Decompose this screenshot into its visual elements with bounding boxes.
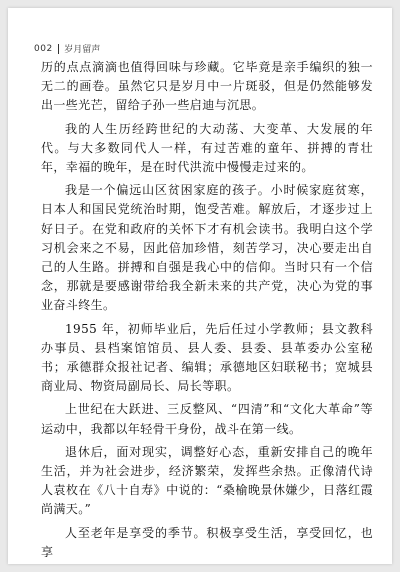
paragraph: 1955 年，初师毕业后，先后任过小学教师；县文教科办事员、县档案馆馆员、县人委、县委、县革委办公室秘书；承德群众报社记者、编辑；承德地区妇联秘书；宽城县商业局、物资局副局长、局长等职。 <box>41 321 373 394</box>
page-number: 002 <box>34 43 53 54</box>
page-header <box>34 42 100 55</box>
paragraph: 历的点点滴滴也值得回味与珍藏。它毕竟是亲手编织的独一无二的画卷。虽然它只是岁月中一片斑驳，但是仍然能够发出一些光芒，留给子孙一些启迪与沉思。 <box>41 60 373 113</box>
header-separator <box>58 44 60 54</box>
paragraph: 上世纪在大跃进、三反整风、“四清”和“文化大革命”等运动中，我都以年轻骨干身份，战斗在第一线。 <box>41 402 373 436</box>
book-page <box>8 8 392 564</box>
paragraph: 人至老年是享受的季节。积极享受生活，享受回忆，也享 <box>41 525 373 559</box>
book-title: 岁月留声 <box>64 45 101 55</box>
paragraph: 退休后，面对现实，调整好心态，重新安排自己的晚年生活，并为社会进步，经济繁荣，发挥些余热。正像清代诗人袁枚在《八十自寿》中说的：“桑榆晚景休嫌少，日落红霞尚满天。” <box>41 444 373 517</box>
paragraph: 我是一个偏远山区贫困家庭的孩子。小时候家庭贫寒，日本人和国民党统治时期，饱受苦难。解放后，才逐步过上好日子。在党和政府的关怀下才有机会读书。我明白这个学习机会来之不易，因此倍加珍惜，刻苦学习，决心要走出自己的人生路。拼搏和自强是我心中的信仰。当时只有一个信念，那就是要感谢带给我全新未来的共产党，决心为党的事业奋斗终生。 <box>41 183 373 313</box>
paragraph: 我的人生历经跨世纪的大动荡、大变革、大发展的年代。与大多数同代人一样，有过苦难的童年、拼搏的青壮年，幸福的晚年，是在时代洪流中慢慢走过来的。 <box>41 121 373 175</box>
body-text <box>41 58 373 564</box>
